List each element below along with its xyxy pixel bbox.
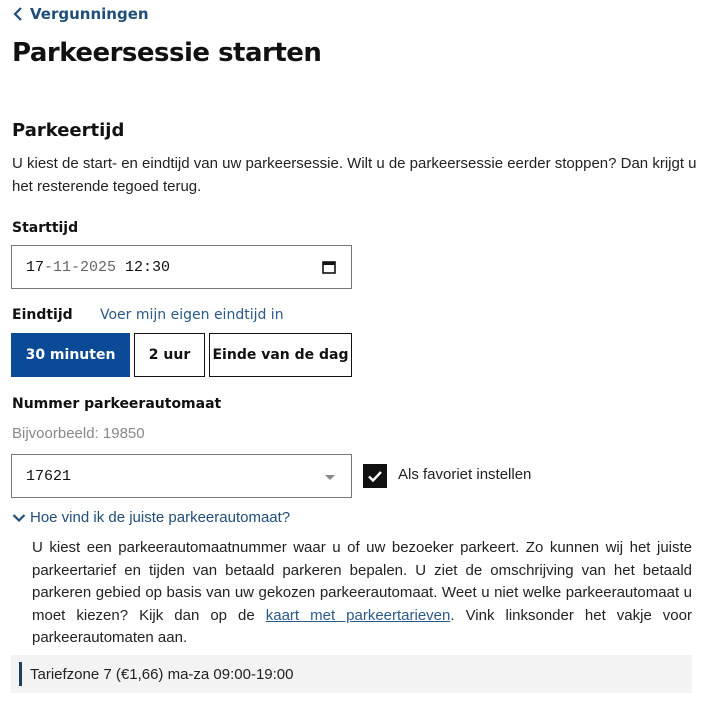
- starttijd-input[interactable]: [11, 245, 352, 289]
- help-text-part: U kiest een parkeerautomaatnummer waar u of uw bezoeker parkeert. Zo kunnen wij het juiste parkeertarief en tijden van betaald parkeren bepalen. U ziet de omschrijving van het betaald parkeren gebied op basis van uw gekozen parkeerautomaat. Weet u niet welke parkeerautomaat u moet kiezen? Kijk dan op de: [32, 539, 692, 624]
- dropdown-caret-icon: [325, 475, 335, 480]
- automaat-label: Nummer parkeerautomaat: [12, 396, 222, 412]
- back-link-label: Vergunningen: [30, 5, 149, 23]
- starttijd-month-year: -11-2025: [44, 258, 117, 276]
- tariff-map-link[interactable]: kaart met parkeertarieven: [265, 606, 451, 624]
- calendar-icon[interactable]: [322, 260, 336, 274]
- chevron-down-icon: [12, 513, 26, 523]
- section-title-parkeertijd: Parkeertijd: [12, 120, 125, 141]
- page-title: Parkeersessie starten: [12, 38, 322, 68]
- starttijd-time: 12:30: [116, 258, 171, 276]
- help-toggle[interactable]: [12, 509, 290, 526]
- parkeertijd-intro: U kiest de start- en eindtijd van uw parkeersessie. Wilt u de parkeersessie eerder stoppen? Dan krijgt u het resterende tegoed terug.: [12, 155, 697, 195]
- automaat-value: 17621: [26, 467, 72, 485]
- zone-info-accent-bar: [19, 662, 22, 686]
- eindtijd-option-2-uur[interactable]: 2 uur: [134, 333, 205, 377]
- help-text: [32, 537, 692, 650]
- favorite-label[interactable]: Als favoriet instellen: [398, 466, 532, 483]
- back-link-vergunningen[interactable]: [12, 5, 149, 23]
- zone-info-box: [11, 655, 692, 693]
- starttijd-label: Starttijd: [12, 220, 79, 236]
- help-text-part: . Vink linksonder het vakje voor parkeerautomaten aan.: [32, 606, 692, 646]
- favorite-checkbox[interactable]: [363, 464, 387, 488]
- eindtijd-label: Eindtijd: [12, 307, 73, 323]
- automaat-select[interactable]: [11, 454, 352, 498]
- eindtijd-option-einde-dag[interactable]: Einde van de dag: [209, 333, 352, 377]
- custom-eindtijd-link[interactable]: Voer mijn eigen eindtijd in: [100, 307, 284, 323]
- automaat-hint: Bijvoorbeeld: 19850: [12, 425, 145, 442]
- starttijd-day: 17: [26, 258, 45, 276]
- zone-info-text: Tariefzone 7 (€1,66) ma-za 09:00-19:00: [30, 665, 294, 683]
- chevron-left-icon: [12, 7, 24, 21]
- help-toggle-label: Hoe vind ik de juiste parkeerautomaat?: [30, 509, 291, 526]
- eindtijd-option-30-minuten[interactable]: 30 minuten: [11, 333, 130, 377]
- checkmark-icon: [367, 470, 383, 483]
